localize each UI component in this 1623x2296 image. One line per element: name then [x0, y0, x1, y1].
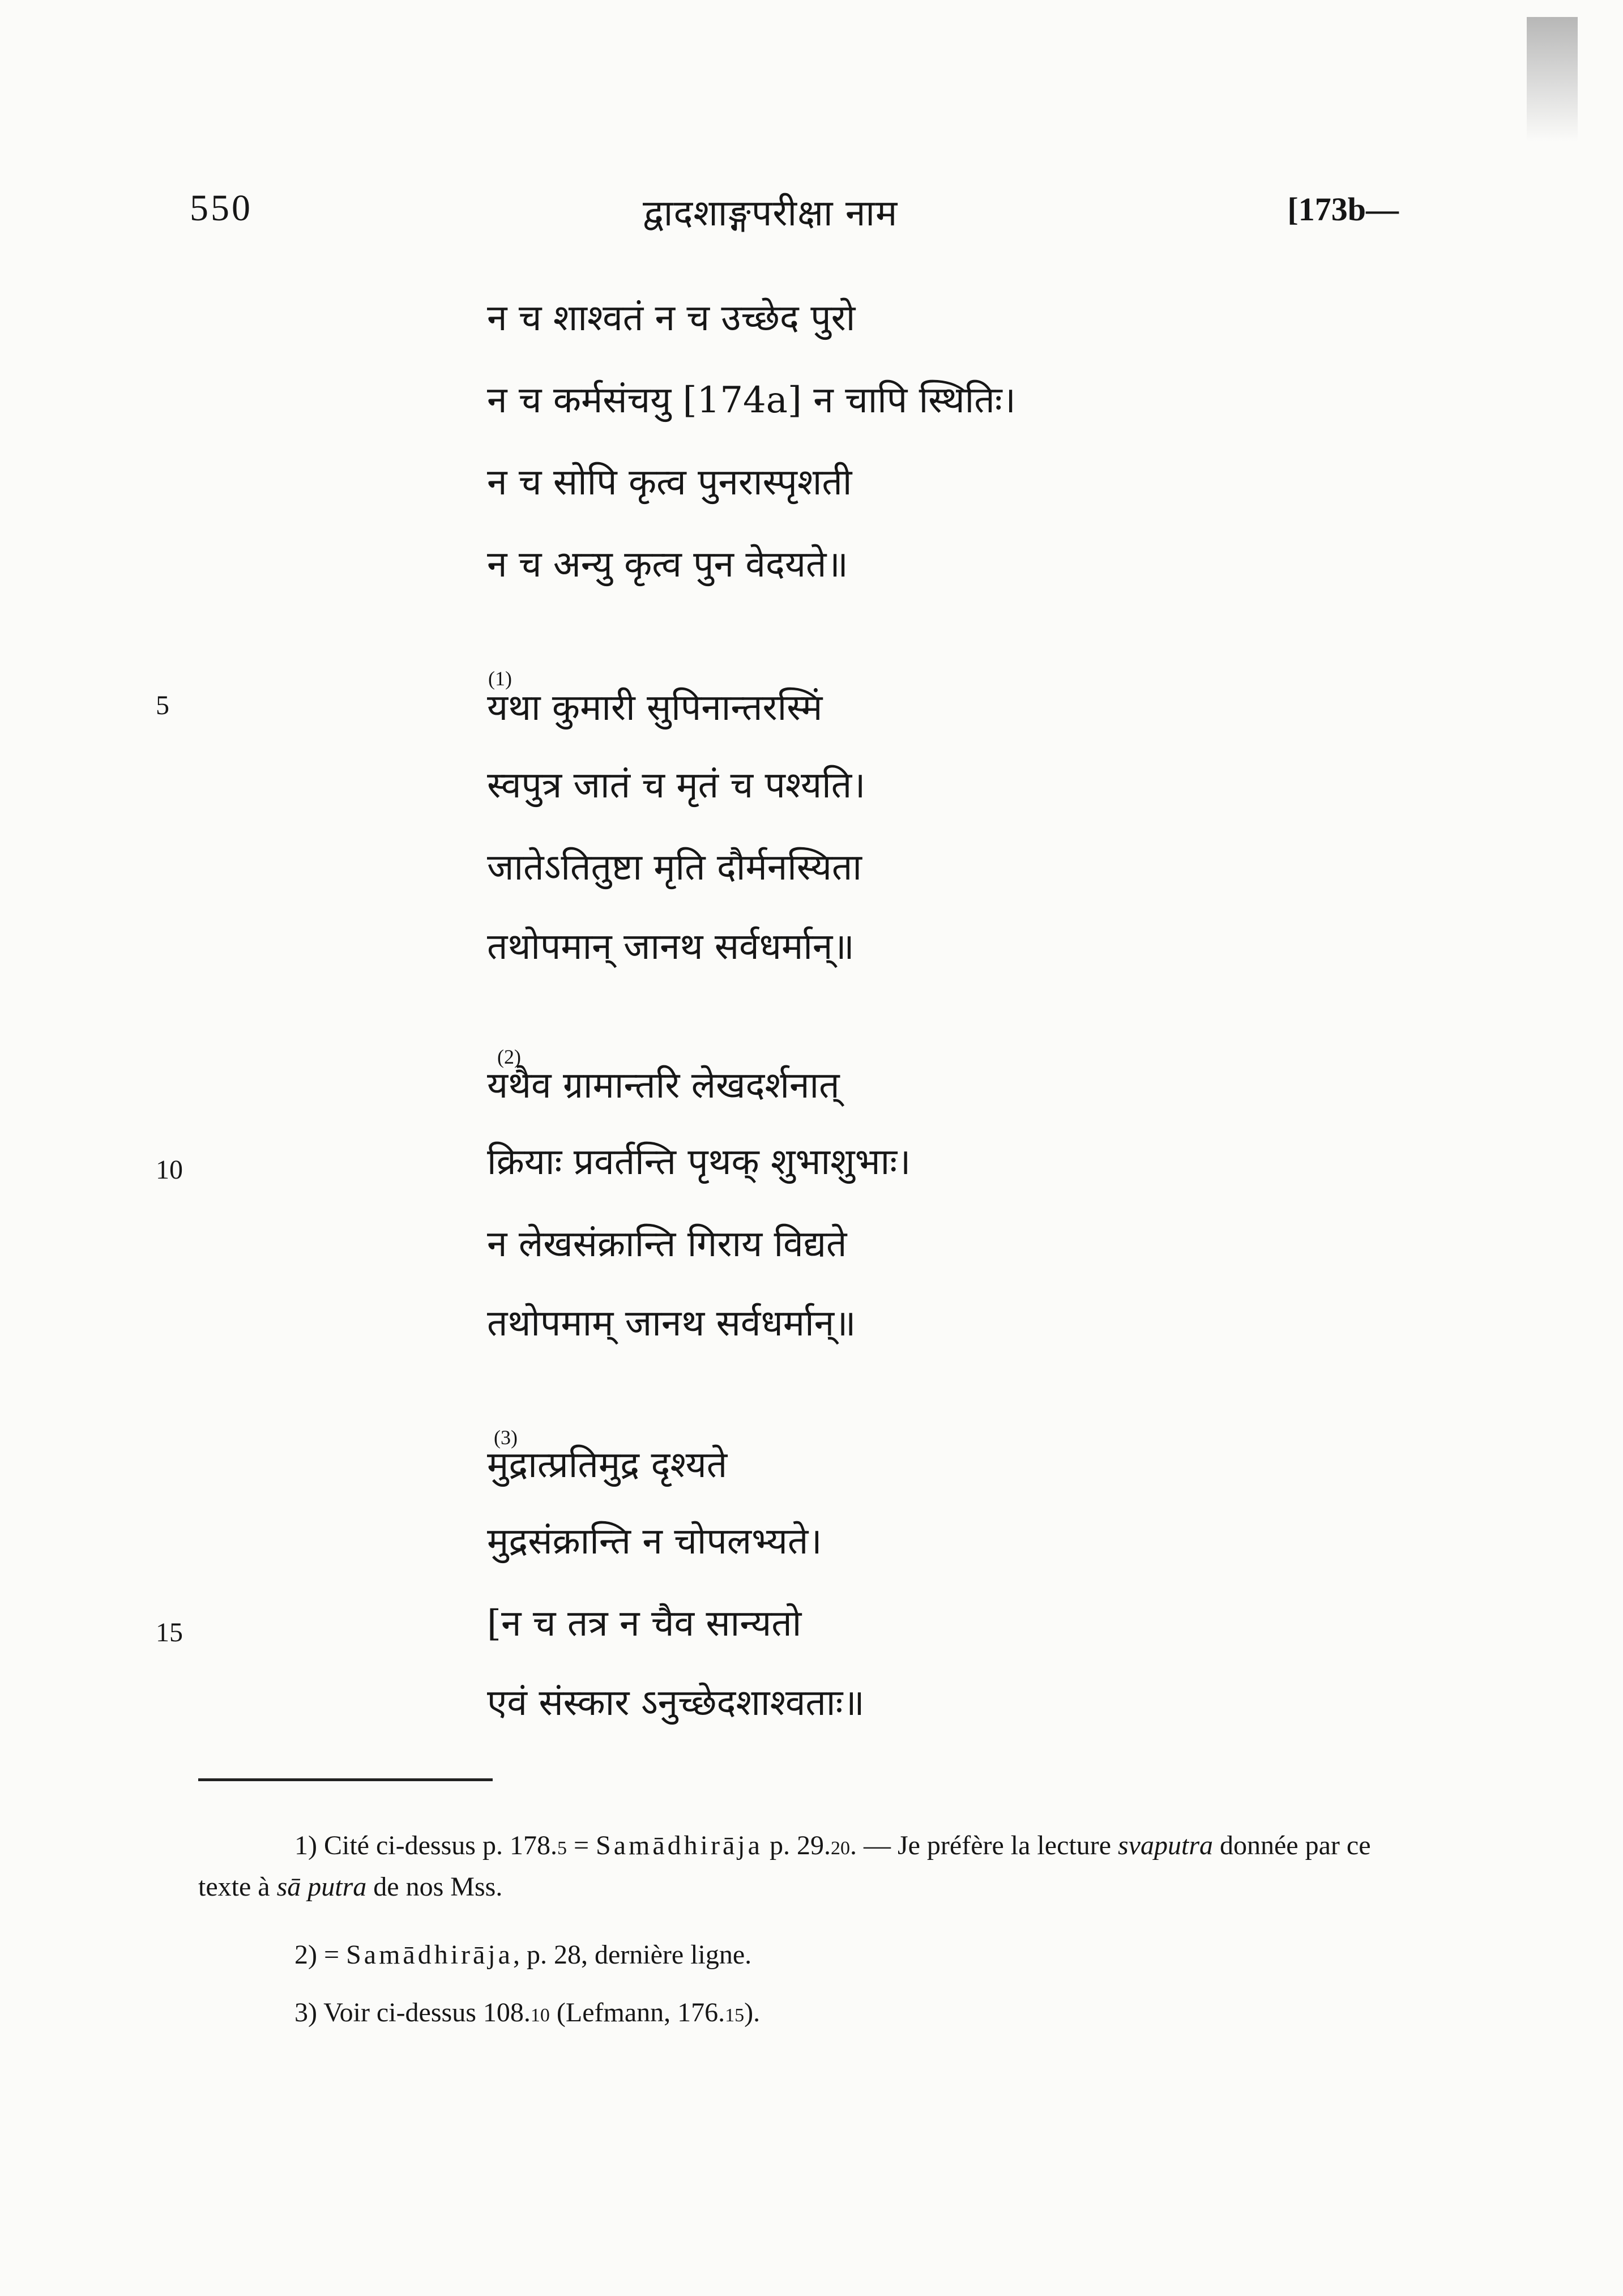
footnote-number: 1): [294, 1830, 317, 1860]
footnote-number: 3): [294, 1998, 317, 2028]
footnote-number: 2): [294, 1940, 317, 1970]
margin-line-number: 10: [156, 1155, 183, 1185]
footnote-marker: (1): [488, 667, 512, 690]
verse-line: मुद्रात्प्रतिमुद्र दृश्यते: [487, 1444, 728, 1486]
verse-line: एवं संस्कार ऽनुच्छेदशाश्वताः॥: [487, 1682, 865, 1724]
margin-line-number: 5: [156, 690, 169, 720]
running-title: द्वादशाङ्गपरीक्षा नाम: [643, 193, 898, 234]
verse-line: न च अन्यु कृत्व पुन वेदयते॥: [487, 544, 848, 586]
verse-line: यथा कुमारी सुपिनान्तरस्मिं: [487, 687, 823, 729]
verse-line: जातेऽतितुष्टा मृति दौर्मनस्यिता: [487, 847, 862, 889]
verse-line: मुद्रसंक्रान्ति न चोपलभ्यते।: [487, 1521, 822, 1563]
verse-line: न लेखसंक्रान्ति गिराय विद्यते: [487, 1223, 847, 1265]
margin-line-number: 15: [156, 1618, 183, 1648]
verse-line: तथोपमाम् जानथ सर्वधर्मान्॥: [487, 1303, 856, 1345]
page-header: [190, 187, 1399, 238]
page-number: 550: [190, 187, 253, 229]
verse-line: स्वपुत्र जातं च मृतं च पश्यति।: [487, 765, 866, 806]
footnote-marker: (2): [497, 1045, 521, 1068]
footnote-1: 1) Cité ci-dessus p. 178.5 = Samādhirāja p. 29.20. — Je préfère la lecture svaputra donnée par ce texte à sā putra de nos Mss.: [198, 1830, 1371, 1902]
verse-line: तथोपमान् जानथ सर्वधर्मान्॥: [487, 926, 855, 968]
scan-edge-shadow: [1527, 17, 1578, 142]
verse-line: न च कर्मसंचयु [174a] न चापि स्थितिः।: [487, 379, 1016, 421]
verse-line: यथैव ग्रामान्तरि लेखदर्शनात्: [487, 1065, 840, 1107]
verse-line: [न च तत्र न चैव सान्यतो: [487, 1603, 802, 1645]
footnote-marker: (3): [494, 1426, 518, 1449]
verse-line: क्रियाः प्रवर्तन्ति पृथक् शुभाशुभाः।: [487, 1141, 911, 1183]
folio-reference: [173b—: [1287, 191, 1399, 228]
footnote-2: 2) = Samādhirāja, p. 28, dernière ligne.: [198, 1936, 1402, 1974]
verse-line: न च सोपि कृत्व पुनरास्पृशती: [487, 462, 852, 503]
footnote-separator: [198, 1778, 493, 1781]
verse-line: न च शाश्वतं न च उच्छेद पुरो: [487, 297, 856, 339]
footnote-3: 3) Voir ci-dessus 108.10 (Lefmann, 176.15).: [198, 1994, 1402, 2035]
